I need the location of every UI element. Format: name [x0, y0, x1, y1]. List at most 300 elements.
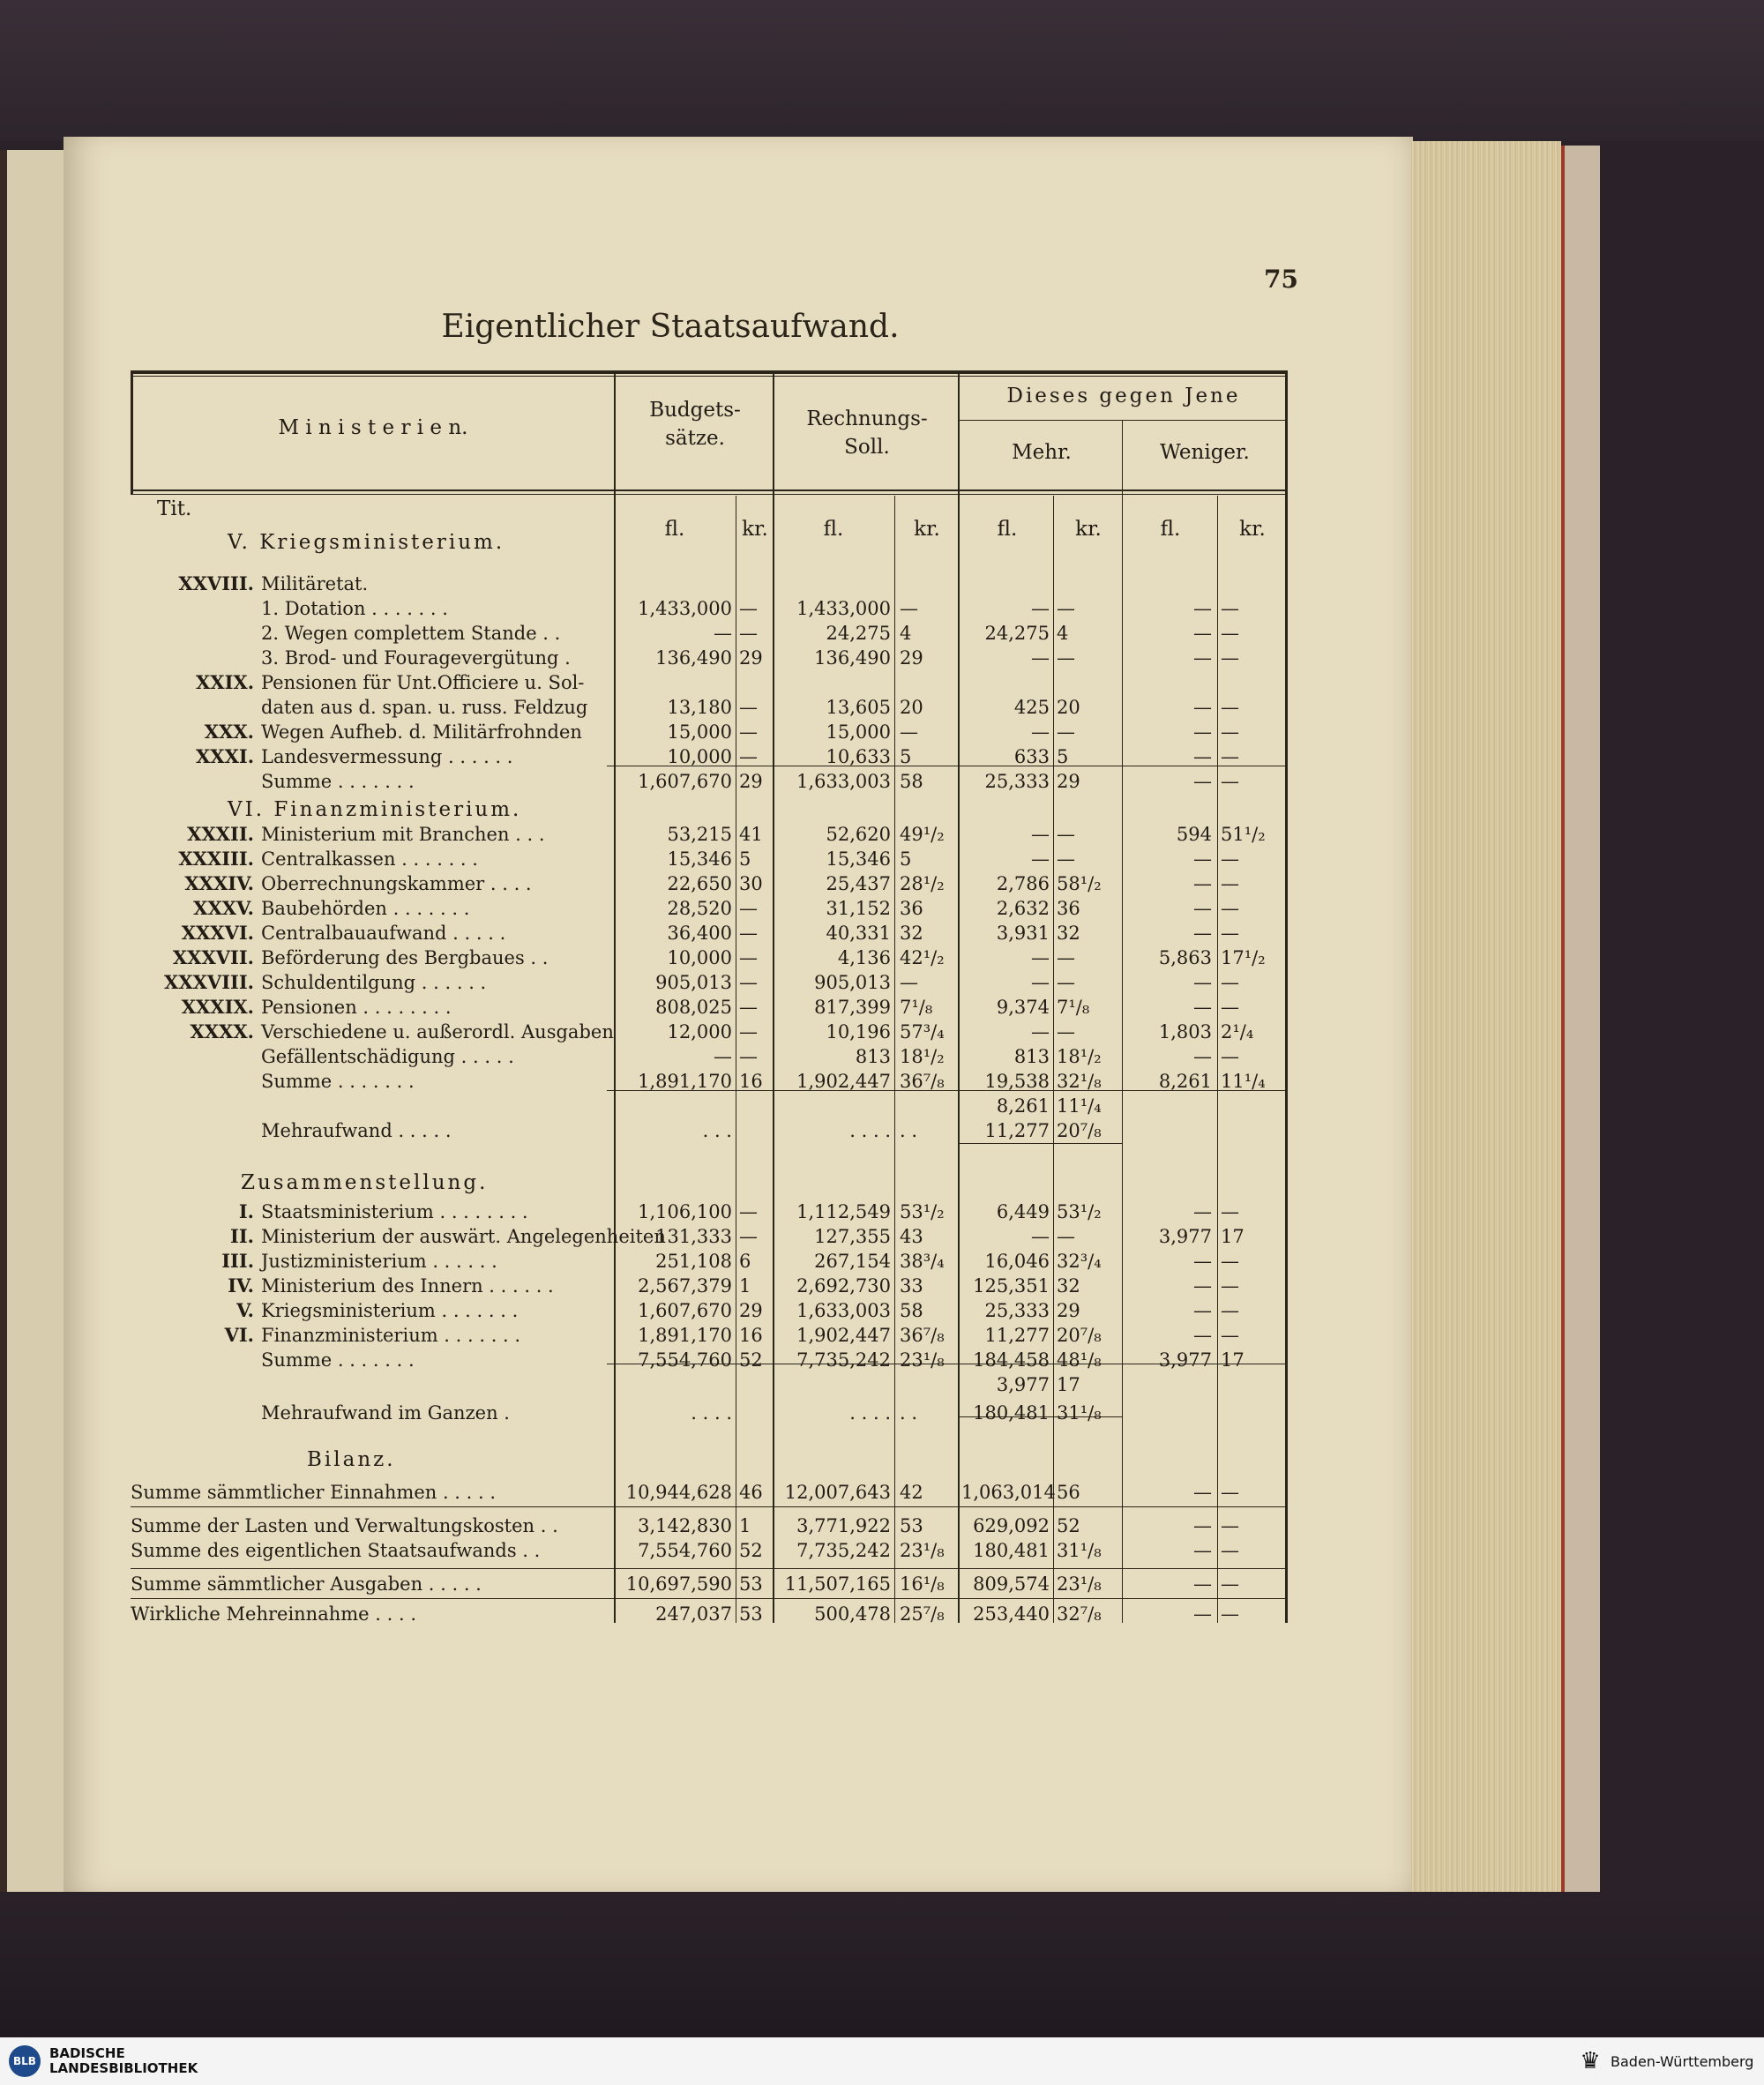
cell-mk: 29 — [1057, 771, 1080, 792]
row-title-number: III. — [221, 1250, 254, 1272]
cell-b: 3,142,830 — [638, 1515, 732, 1536]
cell-r: 10,633 — [826, 746, 891, 767]
cell-wk: — — [1221, 997, 1239, 1018]
cell-rk: 16¹/₈ — [900, 1573, 945, 1595]
cell-wk: — — [1221, 1573, 1239, 1595]
row-title-number: XXIX. — [195, 671, 254, 693]
header-bottom-rule — [131, 489, 1288, 491]
cell-wk: — — [1221, 598, 1239, 619]
cell-w: — — [1193, 923, 1212, 944]
cell-bk: 30 — [739, 873, 763, 894]
table-row — [131, 1199, 1288, 1224]
row-label — [131, 871, 612, 896]
table-row — [131, 1323, 1288, 1348]
cell-bk: 16 — [739, 1071, 763, 1092]
cell-wk: — — [1221, 1251, 1239, 1272]
cell-r: 52,620 — [826, 824, 891, 845]
row-title-number: IV. — [228, 1274, 254, 1297]
cell-w: — — [1193, 771, 1212, 792]
cell-mk: 48¹/₈ — [1057, 1349, 1102, 1371]
row-title-text: Baubehörden . . . . . . . — [261, 898, 470, 919]
cell-wk: 17 — [1221, 1226, 1245, 1247]
cell-r: 3,771,922 — [796, 1515, 891, 1536]
row-title-text: Gefällentschädigung . . . . . — [261, 1046, 514, 1067]
cell-m: 809,574 — [973, 1573, 1050, 1595]
row-label — [131, 744, 612, 769]
cell-mk: — — [1057, 721, 1075, 743]
row-title-text: Summe . . . . . . . — [261, 1071, 415, 1092]
cell-rk: 36⁷/₈ — [900, 1325, 945, 1346]
section-bilanz: Bilanz. — [307, 1448, 396, 1471]
row-title-number: XXXVII. — [172, 946, 254, 968]
cell-w: — — [1193, 1300, 1212, 1321]
cell-rk: 32 — [900, 923, 923, 944]
cell-w: — — [1193, 1515, 1212, 1536]
cell-m: 3,977 — [996, 1374, 1050, 1395]
cell-mk: — — [1057, 1226, 1075, 1247]
cell-b: 13,180 — [667, 697, 732, 718]
cell-r: 31,152 — [826, 898, 891, 919]
row-title-number: XXVIII. — [178, 572, 254, 594]
cell-rk: 23¹/₈ — [900, 1540, 945, 1561]
row-title-number: XXXV. — [193, 897, 254, 919]
cell-m: — — [1031, 1021, 1050, 1042]
cell-rk: — — [900, 972, 918, 993]
unit-kr-weniger: kr. — [1239, 518, 1266, 541]
row-title-text: Centralkassen . . . . . . . — [261, 848, 478, 870]
budget-table — [131, 370, 1288, 1627]
cell-bk: — — [739, 898, 758, 919]
cell-b: 1,891,170 — [638, 1325, 732, 1346]
row-label — [131, 1513, 612, 1538]
row-title-number: XXXII. — [187, 823, 254, 845]
header-rechnung-2: Soll. — [844, 436, 890, 459]
cell-m: 8,261 — [996, 1095, 1050, 1117]
cell-w: — — [1193, 1275, 1212, 1297]
cell-rk: 43 — [900, 1226, 923, 1247]
table-row — [131, 572, 1288, 596]
cell-wk: — — [1221, 972, 1239, 993]
row-label — [131, 1538, 612, 1563]
cell-bk: — — [739, 697, 758, 718]
cell-r: 817,399 — [814, 997, 891, 1018]
row-title-text: Summe des eigentlichen Staatsaufwands . . — [131, 1540, 541, 1561]
cell-bk: 29 — [739, 647, 763, 669]
row-label — [131, 1044, 612, 1069]
cell-wk: — — [1221, 746, 1239, 767]
cell-b: 905,013 — [655, 972, 732, 993]
row-label — [131, 670, 612, 695]
blb-name — [49, 2046, 198, 2076]
row-title-number: XXX. — [204, 721, 254, 743]
row-label — [131, 1094, 612, 1118]
cell-rk: 58 — [900, 1300, 923, 1321]
header-bottom-rule-thin — [131, 494, 1288, 495]
row-title-text: Mehraufwand . . . . . — [261, 1120, 452, 1141]
cell-m: 25,333 — [984, 1300, 1050, 1321]
cell-r: 7,735,242 — [796, 1349, 891, 1371]
cell-m: — — [1031, 721, 1050, 743]
footer-bar — [0, 2037, 1764, 2085]
table-row — [131, 596, 1288, 621]
cell-mk: 18¹/₂ — [1057, 1046, 1102, 1067]
cell-wk: — — [1221, 1482, 1239, 1503]
cell-rk: 57³/₄ — [900, 1021, 945, 1042]
row-title-number: II. — [230, 1225, 254, 1247]
table-row — [131, 1538, 1288, 1563]
cell-bk: — — [739, 997, 758, 1018]
table-row — [131, 896, 1288, 921]
table-top-rule-thin — [131, 376, 1288, 377]
cell-r: 13,605 — [826, 697, 891, 718]
unit-fl-budget: fl. — [664, 518, 685, 541]
cell-rk: 5 — [900, 746, 912, 767]
cell-m: 425 — [1013, 697, 1050, 718]
cell-bk: 53 — [739, 1603, 763, 1625]
row-title-number: XXXVI. — [181, 922, 254, 944]
cell-r: 10,196 — [826, 1021, 891, 1042]
cell-w: — — [1193, 848, 1212, 870]
cell-b: 2,567,379 — [638, 1275, 732, 1297]
cell-rk: 25⁷/₈ — [900, 1603, 945, 1625]
cell-r: 4,136 — [837, 947, 891, 968]
cell-mk: 31¹/₈ — [1057, 1540, 1102, 1561]
cell-bk: 41 — [739, 824, 763, 845]
header-budget-2: sätze. — [665, 427, 725, 450]
table-row — [131, 1298, 1288, 1323]
row-label — [131, 1298, 612, 1323]
cell-wk: — — [1221, 721, 1239, 743]
cell-rk: 42 — [900, 1482, 923, 1503]
unit-kr-budget: kr. — [742, 518, 768, 541]
cell-wk: — — [1221, 1515, 1239, 1536]
cell-b: 36,400 — [667, 923, 732, 944]
cell-mk: 32¹/₈ — [1057, 1071, 1102, 1092]
cell-b: . . . — [702, 1120, 732, 1141]
bilanz-rule-1 — [131, 1506, 1288, 1507]
row-label — [131, 1348, 612, 1372]
cell-r: 127,355 — [814, 1226, 891, 1247]
row-title-text: Summe . . . . . . . — [261, 771, 415, 792]
cell-w: — — [1193, 1325, 1212, 1346]
table-row — [131, 1572, 1288, 1596]
cell-wk: — — [1221, 1275, 1239, 1297]
cell-m: 11,277 — [984, 1120, 1050, 1141]
cell-r: 11,507,165 — [784, 1573, 891, 1595]
cell-bk: — — [739, 1021, 758, 1042]
table-row — [131, 720, 1288, 744]
cell-b: 251,108 — [655, 1251, 732, 1272]
row-title-number: XXXIX. — [181, 996, 254, 1018]
cell-mk: 52 — [1057, 1515, 1080, 1536]
background-bottom — [0, 1892, 1764, 2037]
row-label — [131, 1069, 612, 1094]
cell-rk: — — [900, 721, 918, 743]
cell-w: — — [1193, 598, 1212, 619]
cell-mk: — — [1057, 972, 1075, 993]
cell-bk: 16 — [739, 1325, 763, 1346]
cell-w: — — [1193, 997, 1212, 1018]
cell-b: 7,554,760 — [638, 1349, 732, 1371]
cell-r: 25,437 — [826, 873, 891, 894]
row-label — [131, 720, 612, 744]
table-row — [131, 769, 1288, 794]
cell-m: 180,481 — [973, 1402, 1050, 1424]
table-row — [131, 1274, 1288, 1298]
row-title-number: XXXIV. — [184, 872, 254, 894]
cell-wk: 11¹/₄ — [1221, 1071, 1266, 1092]
cell-b: 53,215 — [667, 824, 732, 845]
row-label — [131, 896, 612, 921]
section-zusammenstellung: Zusammenstellung. — [241, 1171, 489, 1194]
row-title-text: Landesvermessung . . . . . . — [261, 746, 513, 767]
book-cover-edge — [1561, 146, 1600, 1892]
row-label — [131, 1480, 612, 1505]
cell-bk: — — [739, 746, 758, 767]
blb-name-line1: BADISCHE — [49, 2045, 125, 2061]
page-number: 75 — [1264, 265, 1298, 294]
unit-fl-weniger: fl. — [1160, 518, 1181, 541]
cell-w: 594 — [1176, 824, 1212, 845]
page-block-edge — [1411, 141, 1561, 1892]
cell-mk: 32 — [1057, 1275, 1080, 1297]
cell-r: 7,735,242 — [796, 1540, 891, 1561]
table-row — [131, 1118, 1288, 1143]
cell-b: 10,697,590 — [625, 1573, 732, 1595]
row-title-number: I. — [238, 1200, 254, 1222]
cell-mk: 20⁷/₈ — [1057, 1120, 1102, 1141]
cell-w: 3,977 — [1158, 1226, 1212, 1247]
bw-name: Baden-Württemberg — [1611, 2053, 1754, 2070]
page-title: Eigentlicher Staatsaufwand. — [441, 309, 900, 345]
cell-wk: — — [1221, 848, 1239, 870]
row-title-text: Summe sämmtlicher Ausgaben . . . . . — [131, 1573, 482, 1595]
mehr-rule-finanz — [960, 1143, 1122, 1144]
cell-rk: 5 — [900, 848, 912, 870]
table-left-rule — [131, 370, 133, 494]
row-title-text: Staatsministerium . . . . . . . . — [261, 1201, 528, 1222]
row-title-number: XXXVIII. — [164, 971, 254, 993]
cell-m: — — [1031, 598, 1050, 619]
cell-w: — — [1193, 1046, 1212, 1067]
cell-w: 3,977 — [1158, 1349, 1212, 1371]
unit-kr-mehr: kr. — [1075, 518, 1102, 541]
cell-bk: — — [739, 1201, 758, 1222]
cell-r: 1,633,003 — [796, 1300, 891, 1321]
cell-r: 15,346 — [826, 848, 891, 870]
cell-r: 24,275 — [826, 623, 891, 644]
row-title-text: Schuldentilgung . . . . . . — [261, 972, 487, 993]
table-row — [131, 1249, 1288, 1274]
cell-w: — — [1193, 697, 1212, 718]
cell-w: — — [1193, 1251, 1212, 1272]
cell-mk: — — [1057, 824, 1075, 845]
row-label — [131, 572, 612, 596]
cell-m: 253,440 — [973, 1603, 1050, 1625]
cell-bk: 29 — [739, 1300, 763, 1321]
cell-wk: 17 — [1221, 1349, 1245, 1371]
cell-w: — — [1193, 1482, 1212, 1503]
cell-w: — — [1193, 873, 1212, 894]
header-tit: Tit. — [157, 497, 192, 520]
header-dieses: Dieses gegen Jene — [1006, 385, 1241, 407]
cell-m: — — [1031, 647, 1050, 669]
cell-wk: — — [1221, 623, 1239, 644]
row-label — [131, 1372, 612, 1397]
cell-mk: 58¹/₂ — [1057, 873, 1102, 894]
background-top — [0, 0, 1764, 141]
table-row — [131, 1020, 1288, 1044]
cell-r: 500,478 — [814, 1603, 891, 1625]
cell-mk: 36 — [1057, 898, 1080, 919]
cell-bk: 52 — [739, 1349, 763, 1371]
table-top-rule — [131, 370, 1288, 374]
cell-wk: — — [1221, 1046, 1239, 1067]
cell-b: 10,944,628 — [625, 1482, 732, 1503]
cell-w: — — [1193, 1573, 1212, 1595]
cell-b: 1,433,000 — [638, 598, 732, 619]
blb-logo-icon: BLB — [9, 2045, 41, 2077]
row-title-text: Summe der Lasten und Verwaltungskosten . . — [131, 1515, 558, 1536]
cell-m: 629,092 — [973, 1515, 1050, 1536]
row-title-text: 1. Dotation . . . . . . . — [261, 598, 448, 619]
cell-m: 184,458 — [973, 1349, 1050, 1371]
cell-r: 12,007,643 — [784, 1482, 891, 1503]
table-row — [131, 945, 1288, 970]
row-title-text: Summe sämmtlicher Einnahmen . . . . . — [131, 1482, 497, 1503]
cell-b: 136,490 — [655, 647, 732, 669]
cell-r: 1,433,000 — [796, 598, 891, 619]
cell-w: — — [1193, 647, 1212, 669]
row-title-text: Wirkliche Mehreinnahme . . . . — [131, 1603, 416, 1625]
cell-bk: 29 — [739, 771, 763, 792]
cell-bk: 1 — [739, 1515, 751, 1536]
table-row — [131, 1513, 1288, 1538]
table-row — [131, 1480, 1288, 1505]
cell-m: 16,046 — [984, 1251, 1050, 1272]
cell-wk: — — [1221, 923, 1239, 944]
cell-mk: 7¹/₈ — [1057, 997, 1090, 1018]
cell-rk: 38³/₄ — [900, 1251, 945, 1272]
cell-r: 40,331 — [826, 923, 891, 944]
cell-rk: . . — [900, 1402, 918, 1424]
cell-b: — — [714, 623, 732, 644]
row-label — [131, 995, 612, 1020]
table-row — [131, 871, 1288, 896]
cell-bk: — — [739, 598, 758, 619]
cell-b: 1,607,670 — [638, 771, 732, 792]
bilanz-rule-3 — [131, 1598, 1288, 1599]
cell-b: 10,000 — [667, 746, 732, 767]
cell-bk: 46 — [739, 1482, 763, 1503]
dieses-rule — [960, 420, 1288, 421]
cell-w: — — [1193, 623, 1212, 644]
cell-mk: 29 — [1057, 1300, 1080, 1321]
table-row — [131, 695, 1288, 720]
cell-b: 15,000 — [667, 721, 732, 743]
cell-w: — — [1193, 1201, 1212, 1222]
cell-wk: — — [1221, 697, 1239, 718]
cell-b: 15,346 — [667, 848, 732, 870]
cell-bk: 5 — [739, 848, 751, 870]
row-label — [131, 1323, 612, 1348]
row-label — [131, 695, 612, 720]
table-row — [131, 1372, 1288, 1397]
cell-b: 1,106,100 — [638, 1201, 732, 1222]
row-title-text: Justizministerium . . . . . . — [261, 1251, 497, 1272]
row-label — [131, 596, 612, 621]
cell-bk: — — [739, 721, 758, 743]
cell-b: 28,520 — [667, 898, 732, 919]
cell-r: 905,013 — [814, 972, 891, 993]
cell-w: — — [1193, 898, 1212, 919]
cell-rk: 53 — [900, 1515, 923, 1536]
cell-mk: — — [1057, 947, 1075, 968]
cell-rk: 58 — [900, 771, 923, 792]
row-title-text: Finanzministerium . . . . . . . — [261, 1325, 521, 1346]
cell-w: — — [1193, 1540, 1212, 1561]
cell-m: 19,538 — [984, 1071, 1050, 1092]
cell-wk: — — [1221, 1603, 1239, 1625]
cell-m: — — [1031, 947, 1050, 968]
cell-b: 131,333 — [655, 1226, 732, 1247]
row-label — [131, 847, 612, 871]
unit-fl-rechnung: fl. — [823, 518, 844, 541]
cell-b: 1,891,170 — [638, 1071, 732, 1092]
table-row — [131, 621, 1288, 646]
row-label — [131, 1118, 612, 1143]
cell-wk: — — [1221, 647, 1239, 669]
cell-mk: 53¹/₂ — [1057, 1201, 1102, 1222]
cell-m: 24,275 — [984, 623, 1050, 644]
row-label — [131, 621, 612, 646]
row-title-text: Pensionen . . . . . . . . — [261, 997, 452, 1018]
cell-b: — — [714, 1046, 732, 1067]
table-row — [131, 670, 1288, 695]
cell-rk: 36 — [900, 898, 923, 919]
cell-m: 633 — [1013, 746, 1050, 767]
cell-m: 2,632 — [996, 898, 1050, 919]
cell-bk: — — [739, 923, 758, 944]
cell-rk: 20 — [900, 697, 923, 718]
table-row — [131, 970, 1288, 995]
row-title-text: Oberrechnungskammer . . . . — [261, 873, 532, 894]
cell-bk: — — [739, 972, 758, 993]
cell-b: 1,607,670 — [638, 1300, 732, 1321]
cell-m: — — [1031, 1226, 1050, 1247]
cell-wk: — — [1221, 1300, 1239, 1321]
table-row — [131, 995, 1288, 1020]
cell-mk: — — [1057, 598, 1075, 619]
header-mehr: Mehr. — [1012, 441, 1072, 464]
cell-m: 813 — [1013, 1046, 1050, 1067]
cell-mk: 17 — [1057, 1374, 1080, 1395]
cell-r: 813 — [855, 1046, 891, 1067]
cell-m: 6,449 — [996, 1201, 1050, 1222]
section-finanzministerium: VI. Finanzministerium. — [228, 798, 522, 821]
row-label — [131, 1274, 612, 1298]
section-kriegsministerium: V. Kriegsministerium. — [228, 531, 505, 554]
cell-b: 7,554,760 — [638, 1540, 732, 1561]
unit-kr-rechnung: kr. — [914, 518, 940, 541]
cell-rk: 18¹/₂ — [900, 1046, 945, 1067]
cell-wk: — — [1221, 1325, 1239, 1346]
cell-mk: 23¹/₈ — [1057, 1573, 1102, 1595]
bilanz-rule-2 — [131, 1568, 1288, 1569]
cell-r: . . . . — [849, 1402, 891, 1424]
cell-m: — — [1031, 972, 1050, 993]
cell-rk: 7¹/₈ — [900, 997, 933, 1018]
